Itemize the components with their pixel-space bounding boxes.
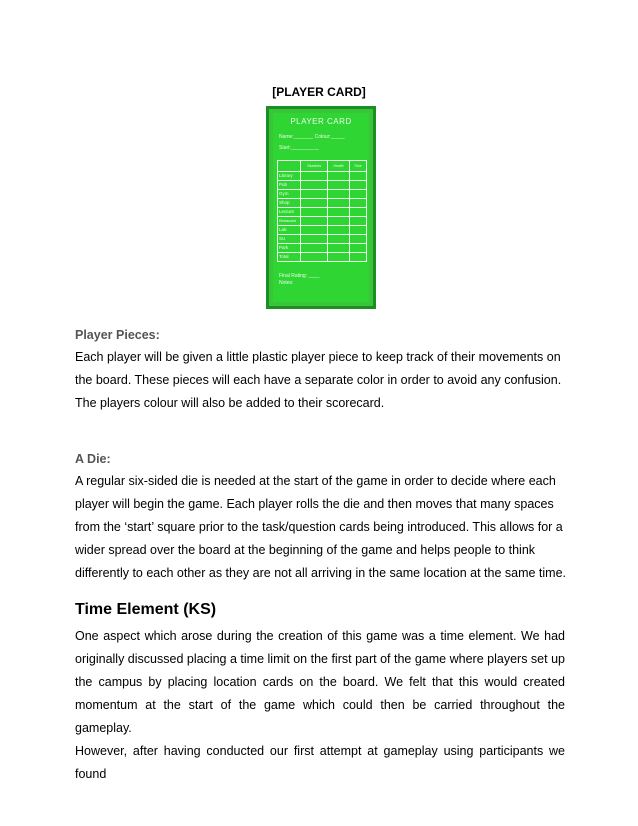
player-card-row bbox=[278, 199, 367, 208]
paragraph-line: differently to each other as they are not all arriving in the same location at the same time. bbox=[75, 566, 567, 580]
player-pieces-section bbox=[75, 328, 565, 415]
player-card-location: Park bbox=[278, 244, 301, 253]
paragraph-line: the campus by placing location cards on the board. We felt that this would created bbox=[75, 675, 565, 689]
player-card-row bbox=[278, 190, 367, 199]
player-card-header-row bbox=[278, 161, 367, 172]
player-card-final-rating: Final Rating: ____ bbox=[279, 273, 320, 279]
die-section bbox=[75, 452, 565, 585]
paragraph-line: One aspect which arose during the creation of this game was a time element. We had bbox=[75, 629, 565, 643]
paragraph-line: However, after having conducted our first attempt at gameplay using participants we found bbox=[75, 744, 565, 781]
player-card-location: Pub bbox=[278, 181, 301, 190]
player-card-row bbox=[278, 235, 367, 244]
player-card-notes: Notes: bbox=[279, 280, 294, 286]
player-card-footer bbox=[279, 273, 320, 287]
die-paragraph bbox=[75, 470, 565, 585]
player-card-row bbox=[278, 172, 367, 181]
player-card-row bbox=[278, 208, 367, 217]
time-element-heading: Time Element (KS) bbox=[75, 601, 217, 618]
player-card-header-cell: Time bbox=[349, 161, 366, 172]
player-card-row bbox=[278, 226, 367, 235]
player-card-row bbox=[278, 181, 367, 190]
player-card-row bbox=[278, 253, 367, 262]
player-card-location: Lab bbox=[278, 226, 301, 235]
paragraph-line: The players colour will also be added to their scorecard. bbox=[75, 396, 385, 410]
player-card-header-cell: Health bbox=[328, 161, 349, 172]
time-element-paragraph bbox=[75, 625, 565, 786]
player-card-image bbox=[266, 106, 376, 309]
paragraph-line: originally discussed placing a time limit on the first part of the game where players set up bbox=[75, 652, 565, 666]
player-card-location: Restaurant bbox=[278, 217, 301, 226]
player-card-location: SU bbox=[278, 235, 301, 244]
figure-caption: [PLAYER CARD] bbox=[272, 85, 366, 99]
paragraph-line: Each player will be given a little plastic player piece to keep track of their movements on bbox=[75, 350, 561, 364]
player-card-header-cell bbox=[278, 161, 301, 172]
paragraph-line: player will begin the game. Each player rolls the die and then moves that many spaces bbox=[75, 497, 554, 511]
die-heading: A Die: bbox=[75, 452, 111, 466]
paragraph-line: from the ‘start’ square prior to the task/question cards being introduced. This allows for a bbox=[75, 520, 563, 534]
player-card-name-line: Name:_______ Colour:_____ bbox=[279, 134, 345, 140]
paragraph-line: momentum at the start of the game which could then be carried throughout the gameplay. bbox=[75, 698, 565, 735]
player-card-row bbox=[278, 217, 367, 226]
player-card-location: Total bbox=[278, 253, 301, 262]
time-element-section bbox=[75, 601, 565, 786]
player-card-location: Shop bbox=[278, 199, 301, 208]
player-pieces-heading: Player Pieces: bbox=[75, 328, 160, 342]
player-card-location: Lecture bbox=[278, 208, 301, 217]
player-card-location: Gym bbox=[278, 190, 301, 199]
player-card-start-line: Start:__________ bbox=[279, 145, 319, 151]
player-card-title: PLAYER CARD bbox=[290, 117, 352, 126]
paragraph-line: the board. These pieces will each have a separate color in order to avoid any confusion. bbox=[75, 373, 562, 387]
player-card-location: Library bbox=[278, 172, 301, 181]
paragraph-line: A regular six-sided die is needed at the start of the game in order to decide where each bbox=[75, 474, 556, 488]
player-card-body bbox=[273, 113, 369, 302]
player-card-row bbox=[278, 244, 367, 253]
player-card-table bbox=[277, 160, 367, 262]
player-card-header-cell: Students bbox=[301, 161, 328, 172]
paragraph-line: wider spread over the board at the beginning of the game and helps people to think bbox=[75, 543, 536, 557]
player-pieces-paragraph bbox=[75, 346, 565, 415]
